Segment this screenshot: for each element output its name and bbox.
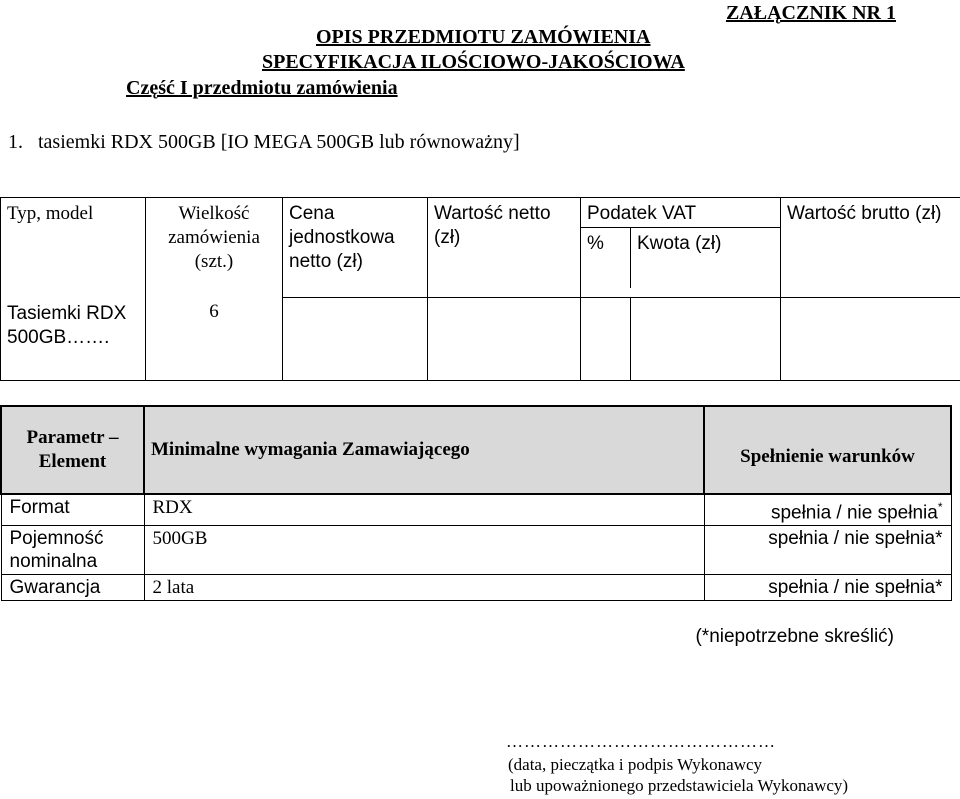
header-quantity: Wielkość zamówienia (szt.) [146,198,283,298]
fulfilment-cell: spełnia / nie spełnia* [704,575,951,601]
row-vat-amount [631,298,781,381]
document-title: OPIS PRZEDMIOTU ZAMÓWIENIA [316,26,651,48]
item-number: 1. [8,131,23,153]
part-heading: Część I przedmiotu zamówienia [126,77,398,99]
header-gross-value: Wartość brutto (zł) [781,198,960,298]
header-vat-label: Podatek VAT [581,198,780,228]
header-net-value: Wartość netto (zł) [428,198,581,298]
annex-label: ZAŁĄCZNIK NR 1 [725,2,896,24]
header-vat-amount: Kwota (zł) [637,233,722,254]
row-vat-percent [581,298,631,381]
requirement-cell: 500GB [144,526,704,575]
item-line [8,131,520,154]
header-vat-percent: % [581,228,631,288]
price-table [0,197,960,381]
param-cell: Gwarancja [1,575,144,601]
header-parameter: Parametr – Element [1,406,144,494]
signature-caption-line2: lub upoważnionego przedstawiciela Wykonawcy) [510,776,849,795]
signature-caption-line1: (data, pieczątka i podpis Wykonawcy [508,755,763,774]
param-cell: Format [1,494,144,526]
fulfilment-text: spełnia / nie spełnia [770,502,938,524]
specification-table [0,405,952,601]
param-cell: Pojemność nominalna [1,526,144,575]
table-row [1,575,951,601]
row-gross-value [781,298,960,381]
fulfilment-cell: spełnia / nie spełnia* [704,526,951,575]
footnote-mark: * [937,500,943,514]
table-row [1,526,951,575]
header-type-model: Typ, model [1,198,146,298]
table-row [1,494,951,526]
row-net-value [428,298,581,381]
row-model: Tasiemki RDX 500GB……. [1,298,146,381]
signature-dots: ……………………………………… [506,732,776,751]
row-quantity: 6 [146,298,283,381]
row-unit-price [283,298,428,381]
footnote: (*niepotrzebne skreślić) [695,626,894,647]
fulfilment-cell [704,494,951,526]
header-fulfilment: Spełnienie warunków [704,406,951,494]
item-text: tasiemki RDX 500GB [IO MEGA 500GB lub równoważny] [38,131,520,153]
header-min-requirements: Minimalne wymagania Zamawiającego [144,406,704,494]
header-vat [581,198,781,298]
document-subtitle: SPECYFIKACJA ILOŚCIOWO-JAKOŚCIOWA [262,51,685,73]
header-unit-price: Cena jednostkowa netto (zł) [283,198,428,298]
requirement-cell: 2 lata [144,575,704,601]
requirement-cell: RDX [144,494,704,526]
